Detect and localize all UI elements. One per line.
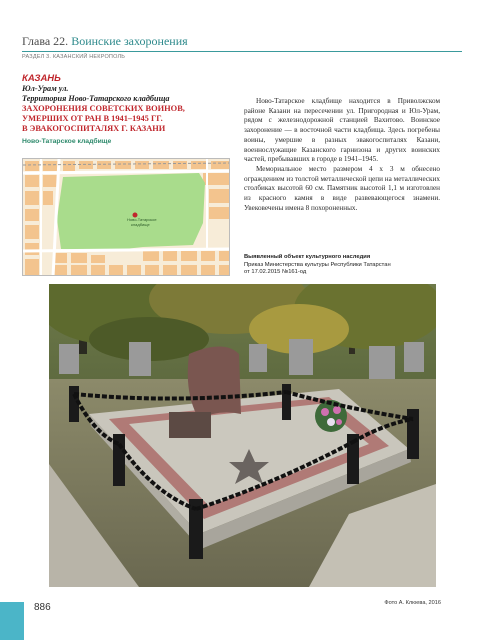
page-number: 886: [34, 602, 51, 613]
map-label-line-2: кладбище: [131, 222, 150, 227]
territory-line: Территория Ново-Татарского кладбища: [22, 94, 170, 103]
photo-name-plaque: [169, 412, 211, 438]
paragraph-memorial: Мемориальное место размером 4 х 3 м обнесено ограждением из толстой металлической цепи на металлических столбиках высотой 60 см. Памятник высотой 1,1 м изготовлен из красного камня в виде развевающегося знамени. Увековечены имена 8 похороненных.: [244, 164, 440, 212]
burial-title-line-2: УМЕРШИХ ОТ РАН В 1941–1945 ГГ.: [22, 114, 163, 123]
location-map: [22, 158, 230, 276]
map-caption: Ново-Татарское кладбище: [22, 138, 112, 145]
burial-title-line-1: ЗАХОРОНЕНИЯ СОВЕТСКИХ ВОИНОВ,: [22, 104, 185, 113]
city-name: КАЗАНЬ: [22, 73, 61, 84]
chapter-heading: [22, 34, 462, 49]
chapter-prefix: Глава 22.: [22, 34, 69, 48]
heritage-title: Выявленный объект культурного наследия: [244, 254, 371, 260]
paragraph-location: Ново-Татарское кладбище находится в Приволжском районе Казани на пересечении ул. Пригородная и Юл-Урам, рядом с железнодорожной станцией Вахитово. Воинское захоронение — в восточной части кладбища. Здесь погребены воины, умершие в разных эвакогоспиталях Казани, военнослужащие Казанского гарнизона и других воинских частей, пребывавших в городе в 1941–1945.: [244, 97, 440, 164]
map-label-line-1: Ново-Татарское: [127, 217, 157, 222]
heritage-date: от 17.02.2015 №161-од: [244, 269, 307, 276]
memorial-photo: [49, 284, 436, 587]
map-road: [23, 249, 230, 251]
heritage-order: Приказ Министерства культуры Республики Татарстан: [244, 261, 391, 268]
map-road: [23, 171, 230, 173]
chapter-title: Воинские захоронения: [71, 34, 188, 48]
entry-heading: [22, 73, 227, 145]
burial-title-line-3: В ЭВАКОГОСПИТАЛЯХ Г. КАЗАНИ: [22, 124, 166, 133]
map-cemetery-area: [57, 173, 205, 251]
section-title: РАЗДЕЛ 3. КАЗАНСКИЙ НЕКРОПОЛЬ: [22, 54, 126, 60]
photo-credit: Фото А. Клюева, 2016: [384, 600, 441, 606]
heritage-note: [244, 254, 444, 277]
photo-banner-monument: [188, 347, 241, 420]
page-corner-tab: [0, 602, 24, 640]
street-address: Юл-Урам ул.: [22, 84, 69, 93]
body-text: [244, 97, 440, 213]
header-rule: [22, 51, 462, 52]
page-header: [22, 34, 462, 60]
